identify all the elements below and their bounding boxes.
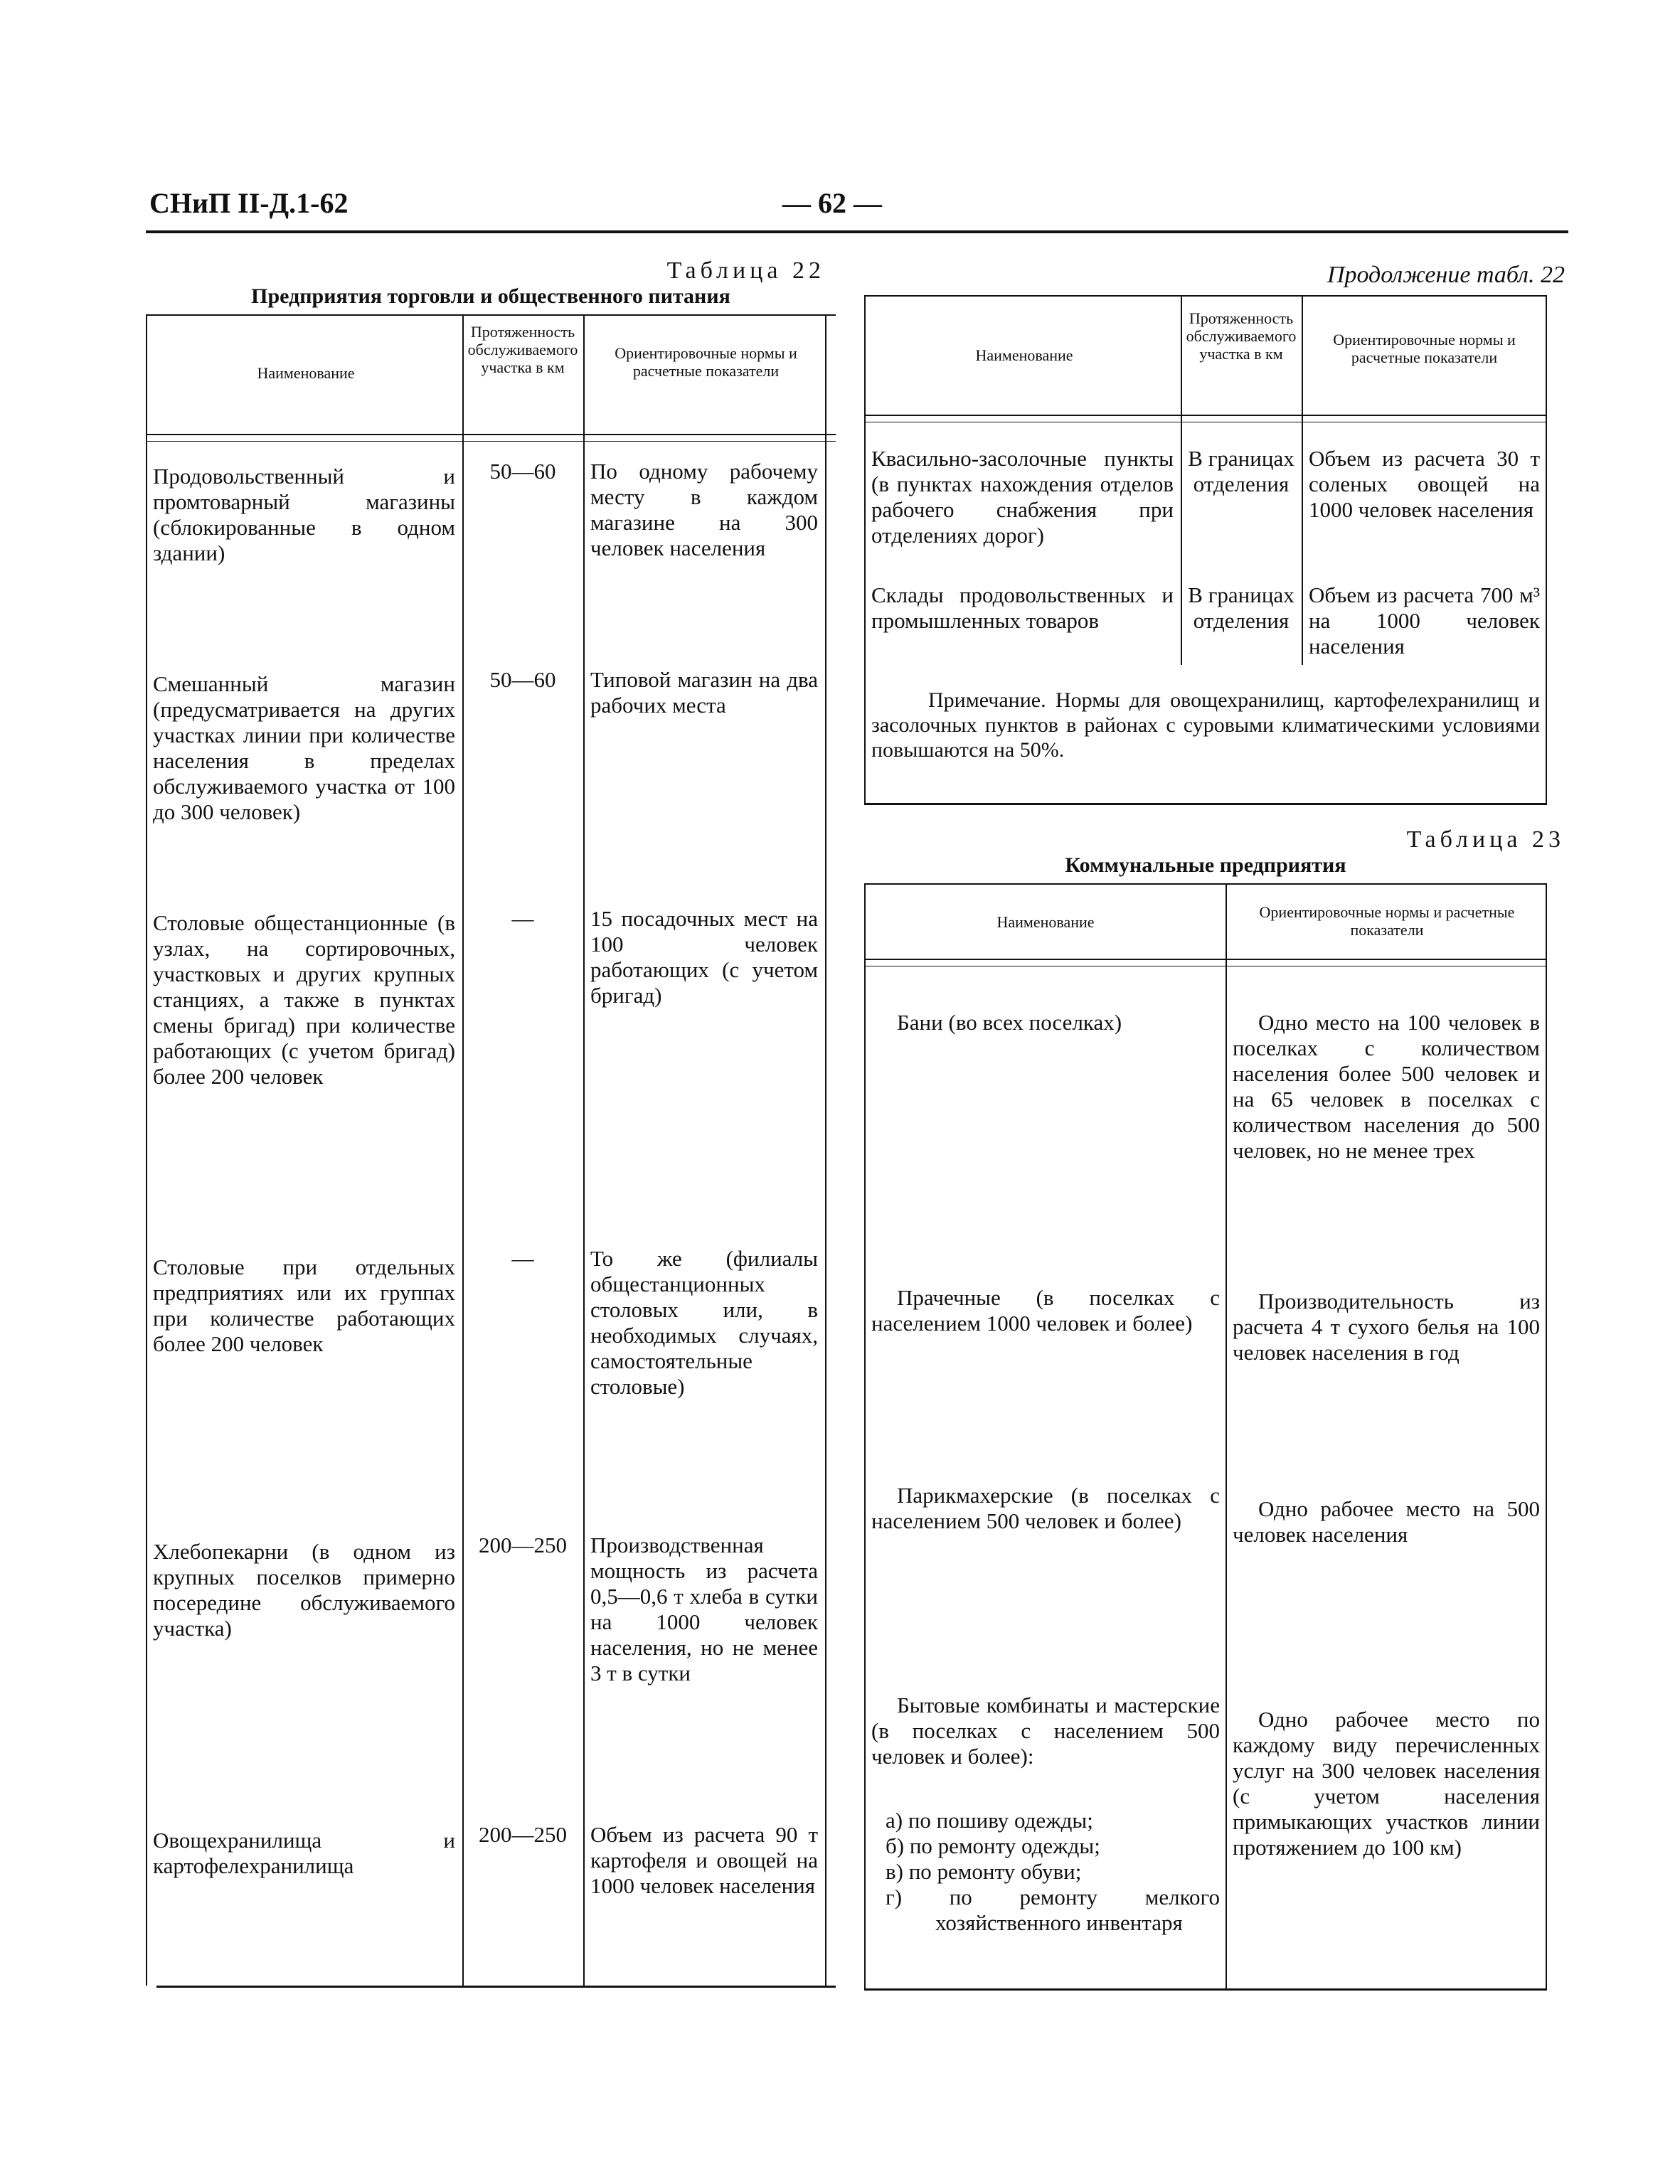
table22-row4-length: — bbox=[511, 1246, 534, 1271]
table22-row2-length: 50—60 bbox=[489, 667, 556, 692]
table23-col-name: Наименование bbox=[996, 913, 1095, 931]
table22-row6-length: 200—250 bbox=[479, 1822, 567, 1847]
table22-row1-name: Продовольственный и промтоварный магазины (сблокированные в одном здании) bbox=[153, 464, 455, 565]
table22-cont bbox=[864, 295, 1558, 807]
table22-cont-row2-length: В границах отделения bbox=[1188, 582, 1294, 633]
table22-row1-length: 50—60 bbox=[489, 459, 556, 484]
table23-row1-norm: Одно место на 100 человек в поселках с количеством населения более 500 человек и на 65 человек в поселках с количеством населения до 500 человек, но не менее трех bbox=[1233, 1010, 1540, 1163]
table22 bbox=[146, 314, 836, 1993]
table22-cont-col-length: Протяженность обслуживаемого участка в км bbox=[1186, 309, 1297, 363]
header-rule bbox=[146, 230, 1568, 233]
table22-col-length: Протяженность обслуживаемого участка в км bbox=[467, 323, 578, 376]
table22-row5-norm: Производственная мощность из расчета 0,5—0,6 т хлеба в сутки на 1000 человек населения, но не менее 3 т в сутки bbox=[590, 1533, 818, 1685]
table23-row3-norm: Одно рабочее место на 500 человек населения bbox=[1233, 1496, 1540, 1547]
table23-row3-name: Парикмахерские (в поселках с населением 500 человек и более) bbox=[871, 1483, 1220, 1533]
table22-cont-row2-name: Склады продовольственных и промышленных товаров bbox=[871, 582, 1174, 633]
table23-subitem-b: б) по ремонту одежды; bbox=[886, 1833, 1100, 1858]
table23-row1-name: Бани (во всех поселках) bbox=[897, 1010, 1122, 1035]
table22-cont-caption: Продолжение табл. 22 bbox=[1327, 262, 1565, 288]
table22-row4-norm: То же (филиалы общестанционных столовых или, в необходимых случаях, самостоятельные столовые) bbox=[590, 1246, 818, 1399]
table22-row4-name: Столовые при отдельных предприятиях или их группах при количестве работающих более 200 человек bbox=[153, 1255, 455, 1356]
table22-row6-name: Овощехранилища и картофелехранилища bbox=[153, 1828, 455, 1878]
table22-cont-row1-norm: Объем из расчета 30 т соленых овощей на 1000 человек населения bbox=[1309, 446, 1540, 522]
table23-caption: Таблица 23 bbox=[1406, 826, 1565, 853]
document-code: СНиП II-Д.1-62 bbox=[149, 187, 349, 219]
table22-cont-col-name: Наименование bbox=[975, 346, 1073, 364]
table22-row3-length: — bbox=[511, 906, 534, 931]
table23-subitem-c: в) по ремонту обуви; bbox=[886, 1859, 1082, 1884]
table23-col-norm: Ориентировочные нормы и расчетные показатели bbox=[1259, 903, 1515, 939]
table22-col-norm: Ориентировочные нормы и расчетные показатели bbox=[615, 344, 797, 380]
table23-title: Коммунальные предприятия bbox=[1065, 853, 1346, 877]
table23-row4-norm: Одно рабочее место по каждому виду перечисленных услуг на 300 человек населения (с учетом населения примыкающих участков линии протяжением до 100 км) bbox=[1233, 1707, 1540, 1860]
table22-cont-note: Примечание. Нормы для овощехранилищ, картофелехранилищ и засолочных пунктов в районах с суровыми климатическими условиями повышаются на 50%. bbox=[871, 688, 1540, 762]
table22-row5-name: Хлебопекарни (в одном из крупных поселков примерно посередине обслуживаемого участка) bbox=[153, 1539, 455, 1641]
table22-row2-norm: Типовой магазин на два рабочих места bbox=[590, 667, 818, 718]
table22-row3-norm: 15 посадочных мест на 100 человек работающих (с учетом бригад) bbox=[590, 906, 818, 1008]
table22-cont-row1-name: Квасильно-засолочные пункты (в пунктах нахождения отделов рабочего снабжения при отделениях дорог) bbox=[871, 446, 1174, 548]
table22-col-name: Наименование bbox=[257, 364, 355, 382]
table22-row6-norm: Объем из расчета 90 т картофеля и овощей на 1000 человек населения bbox=[590, 1822, 818, 1898]
table23-subitem-d: г) по ремонту мелкого хозяйственного инвентаря bbox=[886, 1885, 1220, 1935]
table22-row5-length: 200—250 bbox=[479, 1533, 567, 1557]
table22-row2-name: Смешанный магазин (предусматривается на других участках линии при количестве населения в пределах обслуживаемого участка от 100 до 300 человек) bbox=[153, 671, 455, 824]
table22-row1-norm: По одному рабочему месту в каждом магазине на 300 человек населения bbox=[590, 459, 818, 560]
table22-title: Предприятия торговли и общественного питания bbox=[251, 284, 730, 308]
table23-row4-name: Бытовые комбинаты и мастерские (в поселках с населением 500 человек и более): bbox=[871, 1693, 1220, 1769]
table23-row2-norm: Производительность из расчета 4 т сухого белья на 100 человек населения в год bbox=[1233, 1289, 1540, 1365]
table22-row3-name: Столовые общестанционные (в узлах, на сортировочных, участковых и других крупных станциях, а также в пунктах смены бригад) при количестве работающих (с учетом бригад) более 200 человек bbox=[153, 910, 455, 1089]
table22-cont-row1-length: В границах отделения bbox=[1188, 446, 1294, 496]
table22-cont-col-norm: Ориентировочные нормы и расчетные показатели bbox=[1333, 331, 1516, 366]
table22-cont-row2-norm: Объем из расчета 700 м³ на 1000 человек населения bbox=[1309, 582, 1540, 659]
table23-subitem-a: а) по пошиву одежды; bbox=[886, 1808, 1093, 1833]
table23 bbox=[864, 883, 1558, 1994]
table23-row2-name: Прачечные (в поселках с населением 1000 человек и более) bbox=[871, 1285, 1220, 1336]
page-number: — 62 — bbox=[782, 187, 882, 219]
table22-caption: Таблица 22 bbox=[666, 257, 825, 284]
